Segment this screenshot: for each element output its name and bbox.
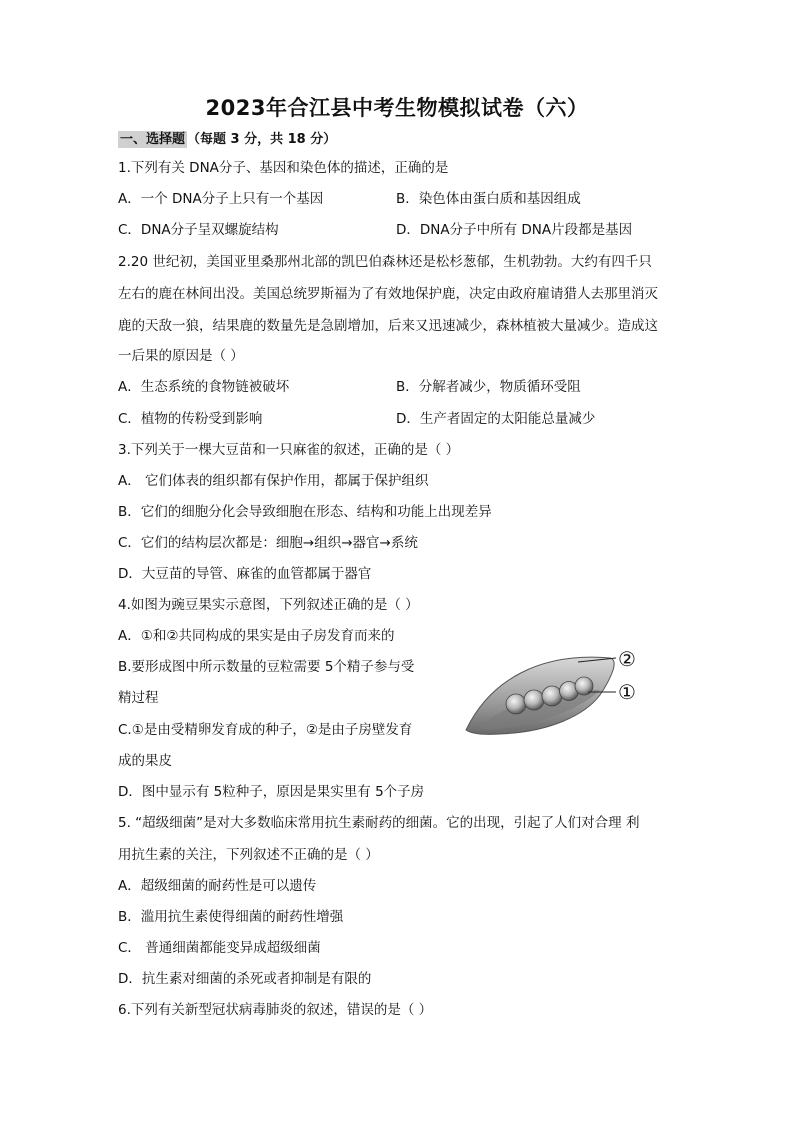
q1-option-b: B．染色体由蛋白质和基因组成 xyxy=(396,191,581,207)
q2-option-a: A．生态系统的食物链被破坏 xyxy=(118,379,290,395)
pea-seed xyxy=(542,686,562,706)
q5-option-a: A．超级细菌的耐药性是可以遗传 xyxy=(118,878,317,894)
q3-stem: 3.下列关于一棵大豆苗和一只麻雀的叙述，正确的是（ ） xyxy=(118,442,460,458)
q5-option-b: B．滥用抗生素使得细菌的耐药性增强 xyxy=(118,909,344,925)
q4-option-b-line-1: B.要形成图中所示数量的豆粒需要 5个精子参与受 xyxy=(118,659,415,675)
q5-option-d: D．抗生素对细菌的杀死或者抑制是有限的 xyxy=(118,971,372,987)
q2-line-1: 2.20 世纪初，美国亚里桑那州北部的凯巴伯森林还是松杉葱郁，生机勃勃。大约有四千只 xyxy=(118,254,652,270)
q1-stem: 1.下列有关 DNA分子、基因和染色体的描述，正确的是 xyxy=(118,160,449,176)
exam-title: 2023年合江县中考生物模拟试卷（六） xyxy=(205,96,589,120)
pea-pod-figure xyxy=(460,640,660,740)
q4-option-d: D．图中显示有 5粒种子，原因是果实里有 5个子房 xyxy=(118,784,425,800)
label-2: ② xyxy=(618,647,636,671)
section-note: （每题 3 分，共 18 分） xyxy=(187,132,337,147)
q6-stem: 6.下列有关新型冠状病毒肺炎的叙述，错误的是（ ） xyxy=(118,1002,433,1018)
q3-option-d: D．大豆苗的导管、麻雀的血管都属于器官 xyxy=(118,566,372,582)
q1-option-c: C．DNA分子呈双螺旋结构 xyxy=(118,222,279,238)
section-heading xyxy=(118,128,336,147)
label-1: ① xyxy=(618,680,636,704)
q5-line-1: 5. “超级细菌”是对大多数临床常用抗生素耐药的细菌。它的出现，引起了人们对合理 利 xyxy=(118,815,640,831)
q4-option-a: A．①和②共同构成的果实是由子房发育而来的 xyxy=(118,628,395,644)
q5-line-2: 用抗生素的关注，下列叙述不正确的是（ ） xyxy=(118,847,379,863)
q4-option-c-line-2: 成的果皮 xyxy=(118,753,172,769)
q4-option-b-line-2: 精过程 xyxy=(118,690,159,706)
q2-line-4: 一后果的原因是（ ） xyxy=(118,348,244,364)
q3-option-a: A． 它们体表的组织都有保护作用，都属于保护组织 xyxy=(118,473,429,489)
q2-option-d: D．生产者固定的太阳能总量减少 xyxy=(396,411,596,427)
pea-seed xyxy=(506,694,526,714)
q4-stem: 4.如图为豌豆果实示意图，下列叙述正确的是（ ） xyxy=(118,597,419,613)
q2-line-2: 左右的鹿在林间出没。美国总统罗斯福为了有效地保护鹿，决定由政府雇请猎人去那里消灭 xyxy=(118,286,658,302)
q3-option-b: B．它们的细胞分化会导致细胞在形态、结构和功能上出现差异 xyxy=(118,504,492,520)
q5-option-c: C． 普通细菌都能变异成超级细菌 xyxy=(118,940,321,956)
q2-option-b: B．分解者减少，物质循环受阻 xyxy=(396,379,581,395)
q3-option-c: C．它们的结构层次都是：细胞→组织→器官→系统 xyxy=(118,535,418,551)
q2-option-c: C．植物的传粉受到影响 xyxy=(118,411,263,427)
q4-option-c-line-1: C.①是由受精卵发育成的种子，②是由子房壁发育 xyxy=(118,722,413,738)
pea-seed xyxy=(524,690,544,710)
section-label: 一、选择题 xyxy=(120,132,186,147)
q1-option-d: D．DNA分子中所有 DNA片段都是基因 xyxy=(396,222,633,238)
q2-line-3: 鹿的天敌一狼，结果鹿的数量先是急剧增加，后来又迅速减少，森林植被大量减少。造成这 xyxy=(118,318,658,334)
q1-option-a: A．一个 DNA分子上只有一个基因 xyxy=(118,191,324,207)
